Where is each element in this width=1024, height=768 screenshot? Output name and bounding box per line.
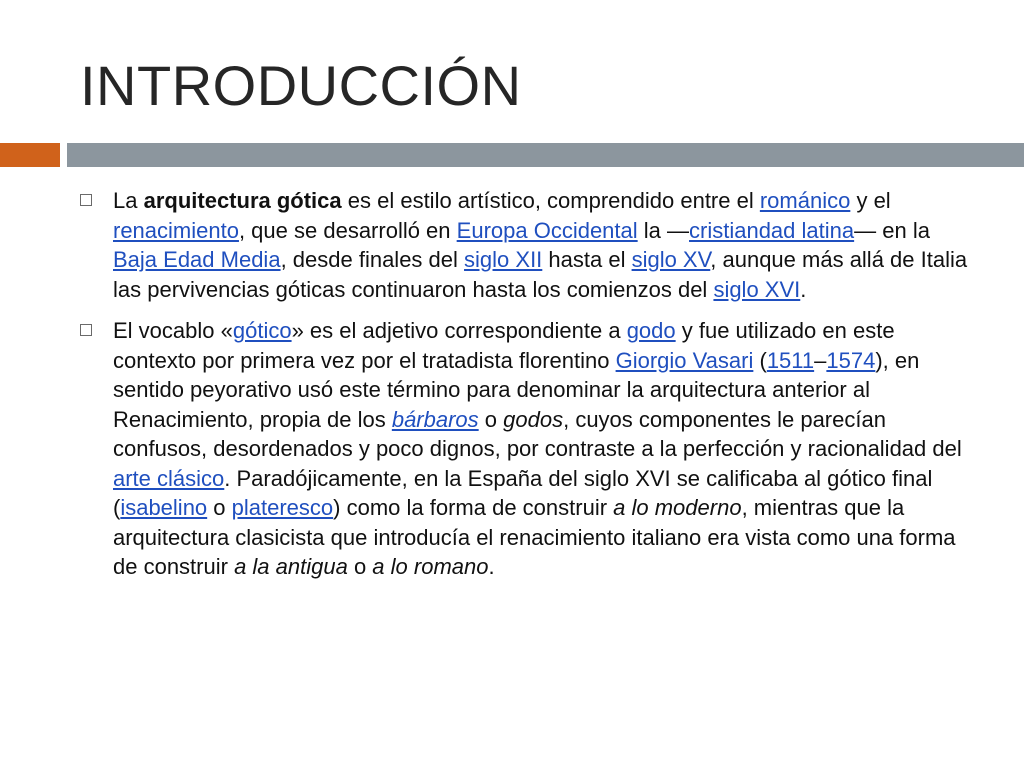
link-gotico[interactable]: gótico [232, 318, 292, 343]
text-span: , cuyos componentes le parecían confusos, desordenados y poco dignos, por contraste a la perfección y racionalidad del [113, 406, 962, 461]
text-span: . [800, 276, 807, 302]
link-arte-clasico[interactable]: arte clásico [113, 465, 225, 491]
bullet-text-1 [113, 186, 973, 304]
title-accent-bar [0, 143, 60, 167]
title-divider-bar [67, 143, 1024, 167]
slide-title: INTRODUCCIÓN [80, 54, 522, 117]
link-godo[interactable]: godo [626, 318, 676, 343]
text-span: y fue utilizado en este contexto por primera vez por el tratadista florentino [113, 318, 895, 373]
link-siglo-xii[interactable]: siglo XII [464, 247, 543, 272]
text-span: La [113, 188, 144, 213]
text-span: – [814, 347, 827, 373]
italic-term: a la antigua [234, 554, 348, 579]
italic-term: a lo romano [372, 554, 489, 579]
text-span: y el [850, 188, 891, 213]
square-bullet-icon [80, 194, 92, 206]
link-1511[interactable]: 1511 [766, 347, 815, 373]
text-span: la — [637, 217, 690, 243]
link-plateresco[interactable]: plateresco [231, 495, 334, 520]
bullet-text-2 [113, 316, 973, 582]
text-span: ) como la forma de construir [333, 495, 614, 520]
italic-term: a lo moderno [613, 495, 742, 520]
link-1574[interactable]: 1574 [826, 347, 876, 373]
text-span: . Paradójicamente, en la España del siglo XVI se calificaba al gótico final ( [113, 465, 933, 520]
link-baja-edad-media[interactable]: Baja Edad Media [113, 247, 281, 272]
link-renacimiento[interactable]: renacimiento [113, 217, 239, 243]
link-europa-occidental[interactable]: Europa Occidental [456, 217, 638, 243]
link-siglo-xv[interactable]: siglo XV [631, 247, 711, 272]
text-span: , que se desarrolló en [238, 217, 457, 243]
text-span: o [347, 554, 373, 579]
text-span: ( [753, 347, 767, 373]
text-span: — en la [854, 217, 930, 243]
bullet-item-1 [80, 186, 980, 304]
text-span: . [488, 554, 495, 579]
bold-term: arquitectura gótica [143, 188, 342, 213]
link-giorgio-vasari[interactable]: Giorgio Vasari [615, 347, 754, 373]
link-isabelino[interactable]: isabelino [120, 495, 208, 520]
text-span: o [207, 495, 232, 520]
link-siglo-xvi[interactable]: siglo XVI [713, 276, 801, 302]
bullet-item-2 [80, 316, 980, 582]
square-bullet-icon [80, 324, 92, 336]
link-romanico[interactable]: románico [759, 188, 851, 213]
text-span: , aunque más allá de Italia las pervivencias góticas continuaron hasta los comienzos del [113, 247, 968, 302]
text-span: , desde finales del [280, 247, 465, 272]
text-span: » es el adjetivo correspondiente a [291, 318, 627, 343]
italic-term: godos [503, 406, 564, 432]
text-span: , mientras que la arquitectura clasicista que introducía el renacimiento italiano era vista como una forma de construir [113, 495, 956, 579]
link-barbaros[interactable]: bárbaros [391, 406, 479, 432]
slide-content [80, 186, 980, 594]
text-span: ), en sentido peyorativo usó este término para denominar la arquitectura anterior al Renacimiento, propia de los [113, 347, 920, 432]
text-span: hasta el [542, 247, 632, 272]
text-span: o [478, 406, 504, 432]
text-span: El vocablo « [113, 318, 233, 343]
text-span: es el estilo artístico, comprendido entre el [341, 188, 760, 213]
link-cristiandad-latina[interactable]: cristiandad latina [689, 217, 855, 243]
